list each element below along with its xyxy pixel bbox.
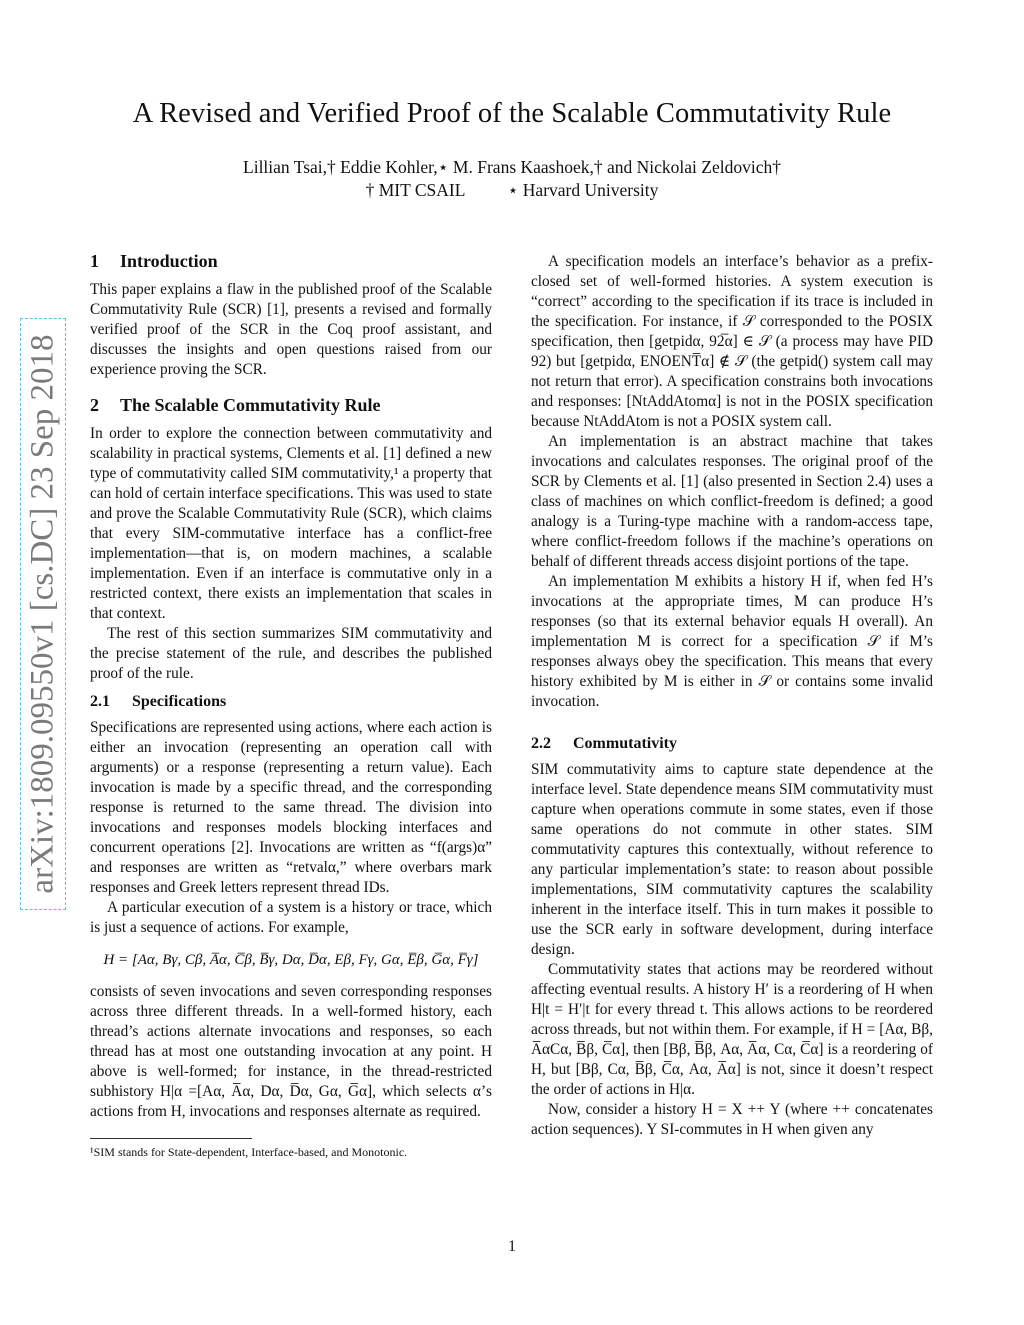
commutativity-paragraph-2: Commutativity states that actions may be reordered without affecting eventual results. A history H′ is a reordering of H when H|t = H′|t for every thread t. This allows actions to be reordered across threads, but not within them. For example, if H = [Aα, Bβ, A̅αCα, B̅β, C̅α], then [Bβ, B̅β, Aα, A̅α, Cα, C̅α] is a reordering of H, but [Bβ, Cα, B̅β, C̅α, Aα, A̅α] is not, since it doesn’t respect the order of actions in H|α. — [531, 961, 933, 1098]
footnote: ¹SIM stands for State-dependent, Interface-based, and Monotonic. — [90, 1145, 408, 1159]
affiliation-mit: † MIT CSAIL — [365, 180, 466, 200]
section-2-2-heading: 2.2 Commutativity — [531, 735, 677, 752]
affiliation-harvard: ⋆ Harvard University — [507, 180, 659, 200]
intro-paragraph: This paper explains a flaw in the published proof of the Scalable Commutativity Rule (SCR) [1], presents a revised and formally verified proof of the SCR in the Coq proof assistant, and discusses the insights and open questions raised from our experience proving the SCR. — [90, 281, 492, 378]
commutativity-paragraph-1: SIM commutativity aims to capture state dependence at the interface level. State dependence means SIM commutativity must capture when operations commute in some states, even if those same operations do not commute in other states. SIM commutativity captures this contextually, without reference to any particular implementation’s state: to reason about possible implementations, SIM commutativity captures the scalability inherent in the interface itself. This in turn makes it possible to use the SCR early in software development, during interface design. — [531, 761, 933, 958]
section-2-1-heading: 2.1 Specifications — [90, 693, 227, 710]
history-equation: H = [Aα, Bγ, Cβ, A̅α, C̅β, B̅γ, Dα, D̅α, Eβ, Fγ, Gα, E̅β, G̅α, F̅γ] — [103, 952, 479, 968]
scr-paragraph-2: The rest of this section summarizes SIM commutativity and the precise statement of the rule, and describes the published proof of the rule. — [90, 625, 492, 682]
commutativity-paragraph-3: Now, consider a history H = X ++ Y (where ++ concatenates action sequences). Y SI-commutes in H when given any — [531, 1101, 933, 1138]
arxiv-watermark[interactable] — [20, 318, 66, 910]
exhibits-definition: An implementation M exhibits a history H if, when fed H’s invocations at the appropriate times, M can produce H’s responses (so that its external behavior equals H overall). An implementation M is correct for a specification 𝒮 if M’s responses always obey the specification. This means that every history exhibited by M is either in 𝒮 or contains some invalid invocation. — [531, 573, 933, 710]
scr-paragraph-1: In order to explore the connection between commutativity and scalability in practical systems, Clements et al. [1] defined a new type of commutativity called SIM commutativity,¹ a property that can hold of certain interface specifications. This was used to state and prove the Scalable Commutativity Rule (SCR), which claims that every SIM-commutative interface has a conflict-free implementation—that is, on modern machines, a scalable implementation. Even if an interface is commutative only in a restricted context, there exists an implementation that scales in that context. — [90, 425, 492, 622]
section-2-heading: 2 The Scalable Commutativity Rule — [90, 395, 381, 415]
section-1-heading: 1 Introduction — [90, 251, 218, 271]
arxiv-id: arXiv:1809.09550v1 [cs.DC] 23 Sep 2018 — [24, 334, 61, 894]
specifications-paragraph-1: Specifications are represented using actions, where each action is either an invocation (representing an operation call with arguments) or a response (representing a return value). Each invocation is made by a specific thread, and the corresponding response is returned to the same thread. The division into invocations and responses models blocking interfaces and concurrent operations [2]. Invocations are written as “f(args)α” and responses are written as “retvalα,” where overbars mark responses and Greek letters represent thread IDs. — [90, 719, 492, 896]
left-column — [90, 250, 492, 1160]
specification-definition: A specification models an interface’s behavior as a prefix-closed set of well-formed histories. A system execution is “correct” according to the specification if its trace is included in the specification. For instance, if 𝒮 corresponded to the POSIX specification, then [getpidα, 92̅α] ∈ 𝒮 (a process may have PID 92) but [getpidα, ENOENT̅α] ∉ 𝒮 (the getpid() system call may not return that error). A specification constrains both invocations and responses: [NtAddAtomα] is not in the POSIX specification because NtAddAtom is not a POSIX system call. — [531, 253, 933, 430]
paper-title: A Revised and Verified Proof of the Scalable Commutativity Rule — [132, 98, 892, 129]
right-column — [531, 252, 933, 1140]
implementation-definition: An implementation is an abstract machine that takes invocations and calculates responses. The original proof of the SCR by Clements et al. [1] (also presented in Section 2.4) uses a class of machines on which conflict-freedom is defined; a good analogy is a Turing-type machine with a random-access tape, where conflict-freedom follows if the machine’s operations on behalf of different threads access disjoint portions of the tape. — [531, 433, 933, 570]
specifications-paragraph-3: consists of seven invocations and seven corresponding responses across three different threads. In a well-formed history, each thread’s actions alternate invocations and responses, so each thread has at most one outstanding invocation at any point. H above is well-formed; for instance, in the thread-restricted subhistory H|α =[Aα, A̅α, Dα, D̅α, Gα, G̅α], which selects α’s actions from H, invocations and responses alternate as required. — [90, 983, 492, 1120]
page-number: 1 — [508, 1238, 516, 1255]
author-list: Lillian Tsai,† Eddie Kohler,⋆ M. Frans Kaashoek,† and Nickolai Zeldovich† — [243, 157, 781, 177]
affiliations — [0, 179, 1024, 202]
specifications-paragraph-2: A particular execution of a system is a history or trace, which is just a sequence of actions. For example, — [90, 899, 492, 936]
footnote-rule — [90, 1138, 252, 1139]
